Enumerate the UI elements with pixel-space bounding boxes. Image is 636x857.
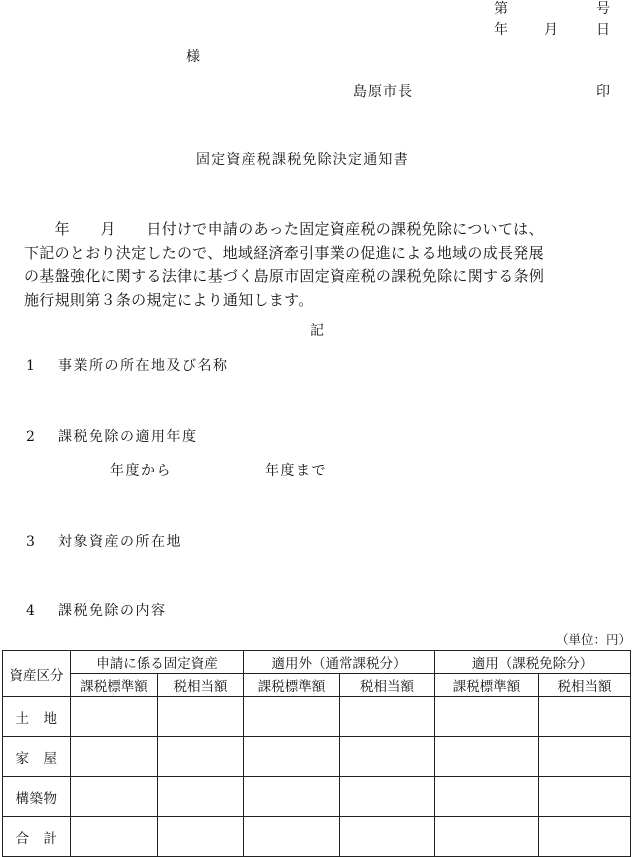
col-category-header: 資産区分: [3, 651, 71, 697]
table-cell: [71, 777, 158, 817]
item-3-number: 3: [26, 534, 35, 550]
table-cell: [71, 737, 158, 777]
table-cell: [244, 737, 340, 777]
group-header-non-exempt: 適用外（通常課税分）: [244, 651, 435, 674]
sub-header-tax-amount: 税相当額: [158, 674, 244, 697]
table-row: [3, 737, 631, 777]
item-1-number: 1: [26, 358, 35, 374]
item-3-label: 対象資産の所在地: [58, 534, 182, 550]
table-cell: [158, 697, 244, 737]
table-cell: [539, 777, 631, 817]
date-day: 日: [596, 22, 610, 38]
table-cell: [340, 817, 435, 857]
row-label-house: 家 屋: [3, 737, 71, 777]
date-year: 年: [494, 22, 508, 38]
table-cell: [435, 817, 539, 857]
item-2-label: 課税免除の適用年度: [58, 429, 198, 445]
body-line: 下記のとおり決定したので、地域経済牽引事業の促進による地域の成長発展: [24, 243, 544, 262]
item-4-label: 課税免除の内容: [58, 603, 167, 619]
table-cell: [158, 737, 244, 777]
sub-header-tax-amount: 税相当額: [539, 674, 631, 697]
tax-exemption-table: [2, 650, 631, 857]
sub-header-tax-base: 課税標準額: [244, 674, 340, 697]
table-cell: [435, 737, 539, 777]
addressee-suffix: 様: [186, 49, 200, 65]
table-cell: [435, 777, 539, 817]
table-cell: [244, 777, 340, 817]
table-cell: [340, 697, 435, 737]
table-cell: [340, 737, 435, 777]
row-label-structure: 構築物: [3, 777, 71, 817]
number-go: 号: [596, 1, 610, 17]
page-title: 固定資産税課税免除決定通知書: [196, 152, 409, 168]
table-row: [3, 697, 631, 737]
table-cell: [158, 817, 244, 857]
table-cell: [71, 817, 158, 857]
unit-label: （単位：円）: [556, 632, 632, 647]
table-cell: [435, 697, 539, 737]
year-from: 年度から: [110, 463, 172, 479]
table-row: [3, 817, 631, 857]
table-cell: [244, 817, 340, 857]
sub-header-tax-amount: 税相当額: [340, 674, 435, 697]
seal-mark: 印: [596, 84, 610, 100]
table-cell: [71, 697, 158, 737]
date-month: 月: [544, 22, 558, 38]
table-cell: [244, 697, 340, 737]
item-1-label: 事業所の所在地及び名称: [58, 358, 229, 374]
group-header-exempt: 適用（課税免除分）: [435, 651, 631, 674]
table-row: [3, 777, 631, 817]
item-4-number: 4: [26, 603, 35, 619]
ki-heading: 記: [310, 323, 324, 339]
number-dai: 第: [494, 1, 508, 17]
item-2-number: 2: [26, 429, 35, 445]
table-cell: [158, 777, 244, 817]
table-cell: [539, 737, 631, 777]
table-cell: [340, 777, 435, 817]
sub-header-tax-base: 課税標準額: [435, 674, 539, 697]
group-header-applied-assets: 申請に係る固定資産: [71, 651, 244, 674]
year-to: 年度まで: [265, 463, 327, 479]
table-cell: [539, 817, 631, 857]
body-paragraph: [24, 218, 630, 312]
issuer: 島原市長: [353, 84, 413, 100]
body-line: 年 月 日付けで申請のあった固定資産税の課税免除については、: [24, 220, 544, 238]
body-line: 施行規則第３条の規定により通知します。: [24, 290, 314, 309]
sub-header-tax-base: 課税標準額: [71, 674, 158, 697]
row-label-total: 合 計: [3, 817, 71, 857]
table-cell: [539, 697, 631, 737]
row-label-land: 土 地: [3, 697, 71, 737]
body-line: の基盤強化に関する法律に基づく島原市固定資産税の課税免除に関する条例: [24, 267, 545, 285]
